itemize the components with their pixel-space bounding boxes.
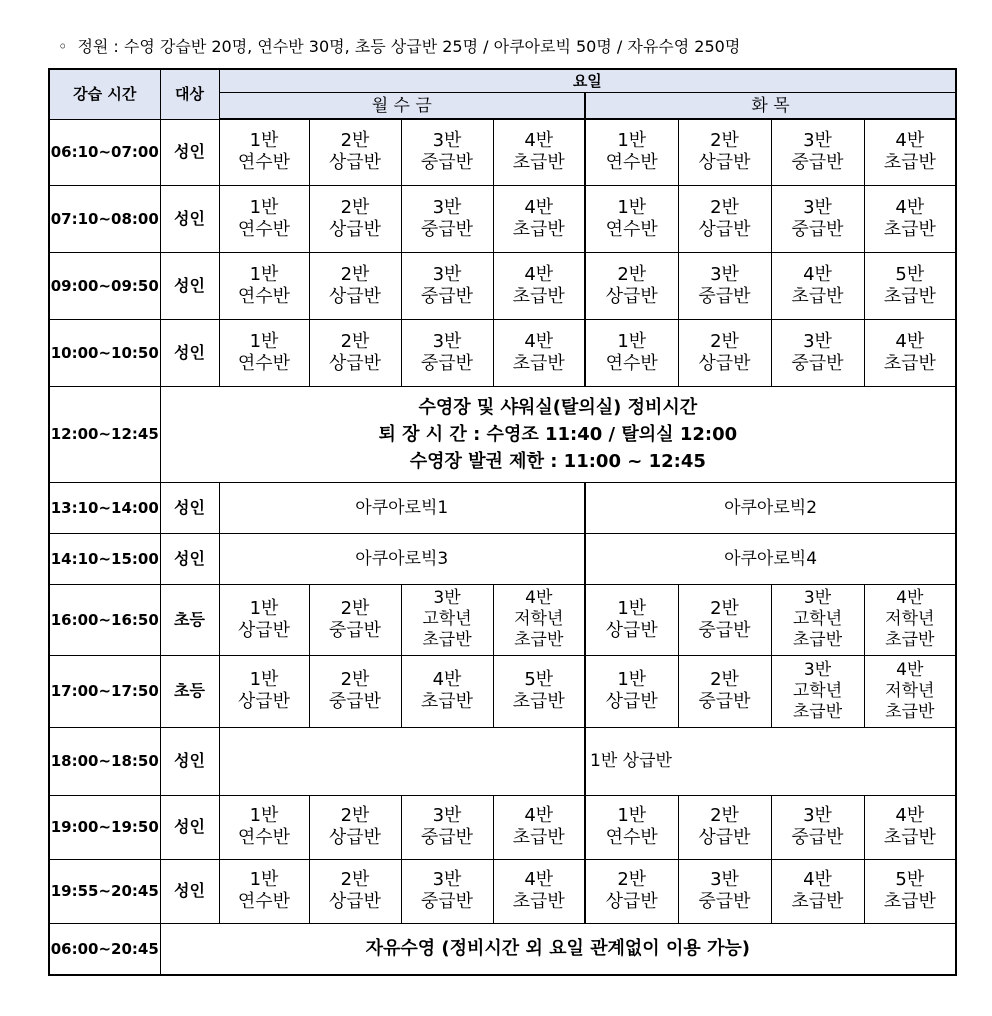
evening18-empty bbox=[219, 727, 585, 795]
class-number: 4반 bbox=[803, 869, 832, 890]
class-level: 상급반 bbox=[237, 619, 291, 641]
class-cell bbox=[401, 584, 493, 655]
class-number: 1반 bbox=[249, 263, 279, 285]
maintenance-time: 12:00~12:45 bbox=[49, 386, 160, 482]
class-cell bbox=[585, 119, 678, 185]
schedule-row bbox=[49, 859, 956, 923]
morning-rows bbox=[49, 119, 956, 386]
class-level: 초급반 bbox=[512, 827, 565, 848]
class-cell bbox=[771, 252, 864, 319]
class-level: 초급반 bbox=[420, 691, 474, 712]
row-time: 10:00~10:50 bbox=[49, 319, 160, 386]
class-cell bbox=[493, 319, 585, 386]
class-cell bbox=[678, 795, 771, 859]
class-level: 중급반 bbox=[698, 619, 751, 641]
class-cell bbox=[771, 185, 864, 252]
class-level: 중급반 bbox=[791, 352, 844, 374]
class-cell bbox=[771, 655, 864, 727]
class-cell bbox=[493, 859, 585, 923]
class-number: 4반 bbox=[895, 330, 925, 352]
class-level: 연수반 bbox=[605, 827, 658, 848]
row-target: 성인 bbox=[160, 795, 219, 859]
class-cell bbox=[585, 859, 678, 923]
class-cell bbox=[493, 252, 585, 319]
class-number: 1반 bbox=[249, 805, 279, 826]
class-number: 4반 bbox=[524, 869, 554, 890]
class-cell bbox=[678, 252, 771, 319]
class-cell bbox=[678, 185, 771, 252]
class-level: 초급반 bbox=[422, 630, 472, 650]
class-cell bbox=[309, 859, 401, 923]
class-number: 3반 bbox=[432, 869, 462, 890]
class-cell bbox=[864, 185, 956, 252]
class-cell bbox=[493, 185, 585, 252]
class-cell bbox=[219, 795, 309, 859]
class-cell bbox=[309, 119, 401, 185]
class-number: 2반 bbox=[340, 597, 370, 619]
class-number: 4반 bbox=[524, 263, 554, 285]
header-tt: 화 목 bbox=[585, 93, 956, 120]
class-level: 연수반 bbox=[605, 152, 658, 174]
class-cell bbox=[309, 584, 401, 655]
free-swim-notice: 자유수영 (정비시간 외 요일 관계없이 이용 가능) bbox=[160, 923, 956, 975]
schedule-row bbox=[49, 319, 956, 386]
class-cell bbox=[678, 655, 771, 727]
class-number: 2반 bbox=[710, 130, 739, 152]
class-number: 3반 bbox=[803, 588, 832, 608]
note-bullet: ◦ bbox=[58, 37, 68, 56]
class-level: 상급반 bbox=[328, 827, 382, 848]
class-number: 1반 bbox=[249, 130, 279, 152]
class-number: 2반 bbox=[340, 130, 370, 152]
class-level: 중급반 bbox=[698, 891, 751, 912]
row-time: 06:10~07:00 bbox=[49, 119, 160, 185]
class-number: 1반 bbox=[617, 130, 647, 152]
schedule-row bbox=[49, 119, 956, 185]
note-text: 정원 : 수영 강습반 20명, 연수반 30명, 초등 상급반 25명 / 아쿠아로빅 50명 / 자유수영 250명 bbox=[77, 37, 741, 56]
class-cell bbox=[585, 319, 678, 386]
class-cell bbox=[771, 795, 864, 859]
class-level: 초급반 bbox=[792, 630, 843, 650]
schedule-row bbox=[49, 584, 956, 655]
class-number: 3반 bbox=[432, 805, 462, 826]
class-number: 2반 bbox=[340, 196, 370, 218]
class-number: 3반 bbox=[803, 805, 832, 826]
header-target: 대상 bbox=[160, 69, 219, 119]
free-time: 06:00~20:45 bbox=[49, 923, 160, 975]
class-level: 상급반 bbox=[328, 152, 382, 174]
row-time: 09:00~09:50 bbox=[49, 252, 160, 319]
class-level: 중급반 bbox=[420, 218, 474, 240]
class-level: 상급반 bbox=[698, 352, 751, 374]
header-mwf: 월 수 금 bbox=[219, 93, 585, 120]
class-level: 상급반 bbox=[605, 619, 658, 641]
row-time: 17:00~17:50 bbox=[49, 655, 160, 727]
class-level: 연수반 bbox=[237, 352, 291, 374]
class-level: 초급반 bbox=[885, 630, 935, 650]
class-number: 2반 bbox=[710, 330, 739, 352]
class-level: 중급반 bbox=[420, 152, 474, 174]
class-number: 2반 bbox=[710, 597, 739, 619]
class-level: 초급반 bbox=[883, 285, 936, 307]
class-level: 초급반 bbox=[512, 218, 565, 240]
capacity-note bbox=[58, 34, 740, 57]
schedule-row bbox=[49, 655, 956, 727]
class-cell bbox=[309, 252, 401, 319]
class-number: 4반 bbox=[432, 669, 462, 690]
class-level: 중급반 bbox=[791, 152, 844, 174]
class-number: 4반 bbox=[524, 805, 554, 826]
class-cell bbox=[864, 119, 956, 185]
row-target: 성인 bbox=[160, 185, 219, 252]
class-level: 초급반 bbox=[883, 827, 936, 848]
class-cell bbox=[585, 655, 678, 727]
class-level: 초급반 bbox=[883, 218, 936, 240]
aqua2-left: 아쿠아로빅3 bbox=[219, 533, 585, 584]
class-level: 중급반 bbox=[420, 285, 474, 307]
class-number: 2반 bbox=[340, 869, 370, 890]
class-cell bbox=[493, 795, 585, 859]
row-target: 초등 bbox=[160, 655, 219, 727]
maintenance-line2: 퇴 장 시 간 : 수영조 11:40 / 탈의실 12:00 bbox=[378, 423, 738, 445]
class-cell bbox=[309, 319, 401, 386]
class-cell bbox=[771, 859, 864, 923]
class-level: 상급반 bbox=[605, 691, 658, 712]
class-cell bbox=[219, 859, 309, 923]
class-level: 초급반 bbox=[883, 152, 936, 174]
class-number: 4반 bbox=[895, 805, 925, 826]
class-number: 5반 bbox=[895, 869, 925, 890]
class-level: 연수반 bbox=[237, 285, 291, 307]
class-number: 2반 bbox=[710, 196, 739, 218]
class-cell bbox=[493, 655, 585, 727]
class-number: 2반 bbox=[340, 263, 370, 285]
class-level: 중급반 bbox=[791, 218, 844, 240]
class-number: 1반 bbox=[249, 669, 279, 690]
class-cell bbox=[219, 319, 309, 386]
class-number: 3반 bbox=[433, 588, 461, 608]
aqua2-time: 14:10~15:00 bbox=[49, 533, 160, 584]
schedule-row bbox=[49, 795, 956, 859]
class-number: 3반 bbox=[710, 263, 739, 285]
class-level: 초급반 bbox=[883, 891, 936, 912]
class-cell bbox=[401, 795, 493, 859]
class-cell bbox=[309, 655, 401, 727]
row-target: 성인 bbox=[160, 252, 219, 319]
class-level: 중급반 bbox=[420, 891, 474, 912]
class-level: 초급반 bbox=[514, 630, 564, 650]
row-target: 성인 bbox=[160, 859, 219, 923]
class-cell bbox=[401, 185, 493, 252]
class-number: 3반 bbox=[803, 130, 832, 152]
class-level: 상급반 bbox=[328, 285, 382, 307]
class-cell bbox=[493, 119, 585, 185]
aqua1-left: 아쿠아로빅1 bbox=[219, 482, 585, 533]
class-number: 1반 bbox=[617, 805, 647, 826]
row-time: 16:00~16:50 bbox=[49, 584, 160, 655]
class-cell bbox=[864, 252, 956, 319]
class-cell bbox=[585, 185, 678, 252]
class-number: 5반 bbox=[524, 669, 554, 690]
row-target: 성인 bbox=[160, 119, 219, 185]
class-number: 1반 bbox=[617, 330, 647, 352]
class-cell bbox=[309, 795, 401, 859]
class-level: 상급반 bbox=[328, 891, 382, 912]
class-number: 3반 bbox=[710, 869, 739, 890]
class-level: 연수반 bbox=[237, 891, 291, 912]
aqua1-target: 성인 bbox=[160, 482, 219, 533]
class-number: 5반 bbox=[895, 263, 925, 285]
class-cell bbox=[678, 584, 771, 655]
row-time: 19:55~20:45 bbox=[49, 859, 160, 923]
class-level: 고학년 bbox=[792, 680, 843, 701]
class-level: 상급반 bbox=[605, 285, 658, 307]
class-number: 1반 bbox=[249, 330, 279, 352]
class-cell bbox=[401, 655, 493, 727]
class-number: 2반 bbox=[617, 263, 647, 285]
class-level: 중급반 bbox=[328, 619, 382, 641]
class-level: 중급반 bbox=[698, 691, 751, 712]
class-cell bbox=[219, 119, 309, 185]
class-cell bbox=[309, 185, 401, 252]
class-cell bbox=[585, 795, 678, 859]
class-level: 상급반 bbox=[237, 691, 291, 712]
class-number: 1반 bbox=[249, 196, 279, 218]
class-number: 3반 bbox=[432, 130, 462, 152]
class-cell bbox=[864, 319, 956, 386]
aqua1-right: 아쿠아로빅2 bbox=[585, 482, 956, 533]
row-time: 19:00~19:50 bbox=[49, 795, 160, 859]
class-number: 3반 bbox=[432, 263, 462, 285]
class-number: 1반 bbox=[617, 669, 647, 690]
class-number: 4반 bbox=[896, 588, 924, 608]
class-level: 연수반 bbox=[237, 152, 291, 174]
class-level: 초급반 bbox=[512, 352, 565, 374]
class-number: 1반 bbox=[249, 597, 279, 619]
class-level: 초급반 bbox=[512, 891, 565, 912]
class-level: 초급반 bbox=[791, 891, 844, 912]
class-level: 초급반 bbox=[885, 701, 935, 722]
class-level: 상급반 bbox=[328, 352, 382, 374]
class-number: 4반 bbox=[525, 588, 553, 608]
row-target: 성인 bbox=[160, 319, 219, 386]
free-swim-section bbox=[49, 923, 956, 975]
kids-rows bbox=[49, 584, 956, 727]
class-cell bbox=[864, 584, 956, 655]
schedule-row bbox=[49, 185, 956, 252]
row-time: 07:10~08:00 bbox=[49, 185, 160, 252]
class-level: 상급반 bbox=[698, 218, 751, 240]
class-level: 상급반 bbox=[328, 218, 382, 240]
class-level: 중급반 bbox=[420, 352, 474, 374]
class-level: 저학년 bbox=[885, 609, 935, 629]
class-number: 4반 bbox=[524, 330, 554, 352]
class-cell bbox=[219, 185, 309, 252]
schedule-table bbox=[48, 68, 957, 976]
class-number: 3반 bbox=[803, 659, 832, 680]
class-cell bbox=[771, 119, 864, 185]
class-level: 상급반 bbox=[698, 152, 751, 174]
aqua2-right: 아쿠아로빅4 bbox=[585, 533, 956, 584]
maintenance-line1: 수영장 및 샤워실(탈의실) 정비시간 bbox=[418, 396, 698, 418]
class-number: 3반 bbox=[803, 330, 832, 352]
evening18-target: 성인 bbox=[160, 727, 219, 795]
class-level: 연수반 bbox=[605, 352, 658, 374]
class-cell bbox=[401, 319, 493, 386]
evening18-class: 1반 상급반 bbox=[585, 727, 956, 795]
class-level: 중급반 bbox=[791, 827, 844, 848]
class-number: 2반 bbox=[340, 669, 370, 690]
header-days: 요일 bbox=[219, 69, 956, 93]
class-cell bbox=[771, 584, 864, 655]
class-cell bbox=[864, 795, 956, 859]
class-number: 4반 bbox=[895, 130, 925, 152]
class-level: 상급반 bbox=[605, 891, 658, 912]
class-number: 4반 bbox=[524, 130, 554, 152]
class-cell bbox=[401, 859, 493, 923]
maintenance-section bbox=[49, 386, 956, 584]
class-number: 1반 bbox=[617, 597, 647, 619]
class-level: 초급반 bbox=[791, 285, 844, 307]
class-number: 3반 bbox=[432, 196, 462, 218]
class-number: 4반 bbox=[524, 196, 554, 218]
evening-rows bbox=[49, 795, 956, 923]
class-number: 3반 bbox=[432, 330, 462, 352]
class-cell bbox=[864, 859, 956, 923]
aqua1-time: 13:10~14:00 bbox=[49, 482, 160, 533]
class-number: 4반 bbox=[896, 659, 924, 680]
class-level: 저학년 bbox=[885, 680, 935, 701]
class-level: 중급반 bbox=[698, 285, 751, 307]
evening18-time: 18:00~18:50 bbox=[49, 727, 160, 795]
class-number: 4반 bbox=[895, 196, 925, 218]
class-cell bbox=[219, 252, 309, 319]
class-cell bbox=[401, 252, 493, 319]
class-number: 3반 bbox=[803, 196, 832, 218]
class-cell bbox=[401, 119, 493, 185]
class-level: 저학년 bbox=[514, 609, 564, 629]
maintenance-notice bbox=[160, 386, 956, 482]
class-level: 연수반 bbox=[237, 218, 291, 240]
row-target: 초등 bbox=[160, 584, 219, 655]
class-level: 중급반 bbox=[328, 691, 382, 712]
class-number: 4반 bbox=[803, 263, 832, 285]
class-level: 초급반 bbox=[792, 701, 843, 722]
class-number: 2반 bbox=[710, 669, 739, 690]
class-level: 중급반 bbox=[420, 827, 474, 848]
class-cell bbox=[585, 252, 678, 319]
class-level: 상급반 bbox=[698, 827, 751, 848]
class-cell bbox=[585, 584, 678, 655]
class-level: 고학년 bbox=[422, 609, 472, 629]
aqua2-target: 성인 bbox=[160, 533, 219, 584]
class-cell bbox=[493, 584, 585, 655]
class-level: 초급반 bbox=[883, 352, 936, 374]
class-level: 고학년 bbox=[792, 609, 843, 629]
class-number: 2반 bbox=[340, 805, 370, 826]
schedule-row bbox=[49, 252, 956, 319]
class-number: 1반 bbox=[617, 196, 647, 218]
class-cell bbox=[864, 655, 956, 727]
class-cell bbox=[771, 319, 864, 386]
class-level: 초급반 bbox=[512, 691, 565, 712]
class-number: 2반 bbox=[710, 805, 739, 826]
class-level: 연수반 bbox=[237, 827, 291, 848]
class-cell bbox=[678, 319, 771, 386]
class-cell bbox=[678, 119, 771, 185]
class-cell bbox=[219, 655, 309, 727]
class-number: 2반 bbox=[617, 869, 647, 890]
maintenance-line3: 수영장 발권 제한 : 11:00 ~ 12:45 bbox=[409, 450, 706, 472]
class-cell bbox=[219, 584, 309, 655]
header-time: 강습 시간 bbox=[49, 69, 160, 119]
class-level: 초급반 bbox=[512, 285, 565, 307]
class-number: 2반 bbox=[340, 330, 370, 352]
evening18-section bbox=[49, 727, 956, 795]
class-number: 1반 bbox=[249, 869, 279, 890]
class-level: 연수반 bbox=[605, 218, 658, 240]
class-cell bbox=[678, 859, 771, 923]
class-level: 초급반 bbox=[512, 152, 565, 174]
